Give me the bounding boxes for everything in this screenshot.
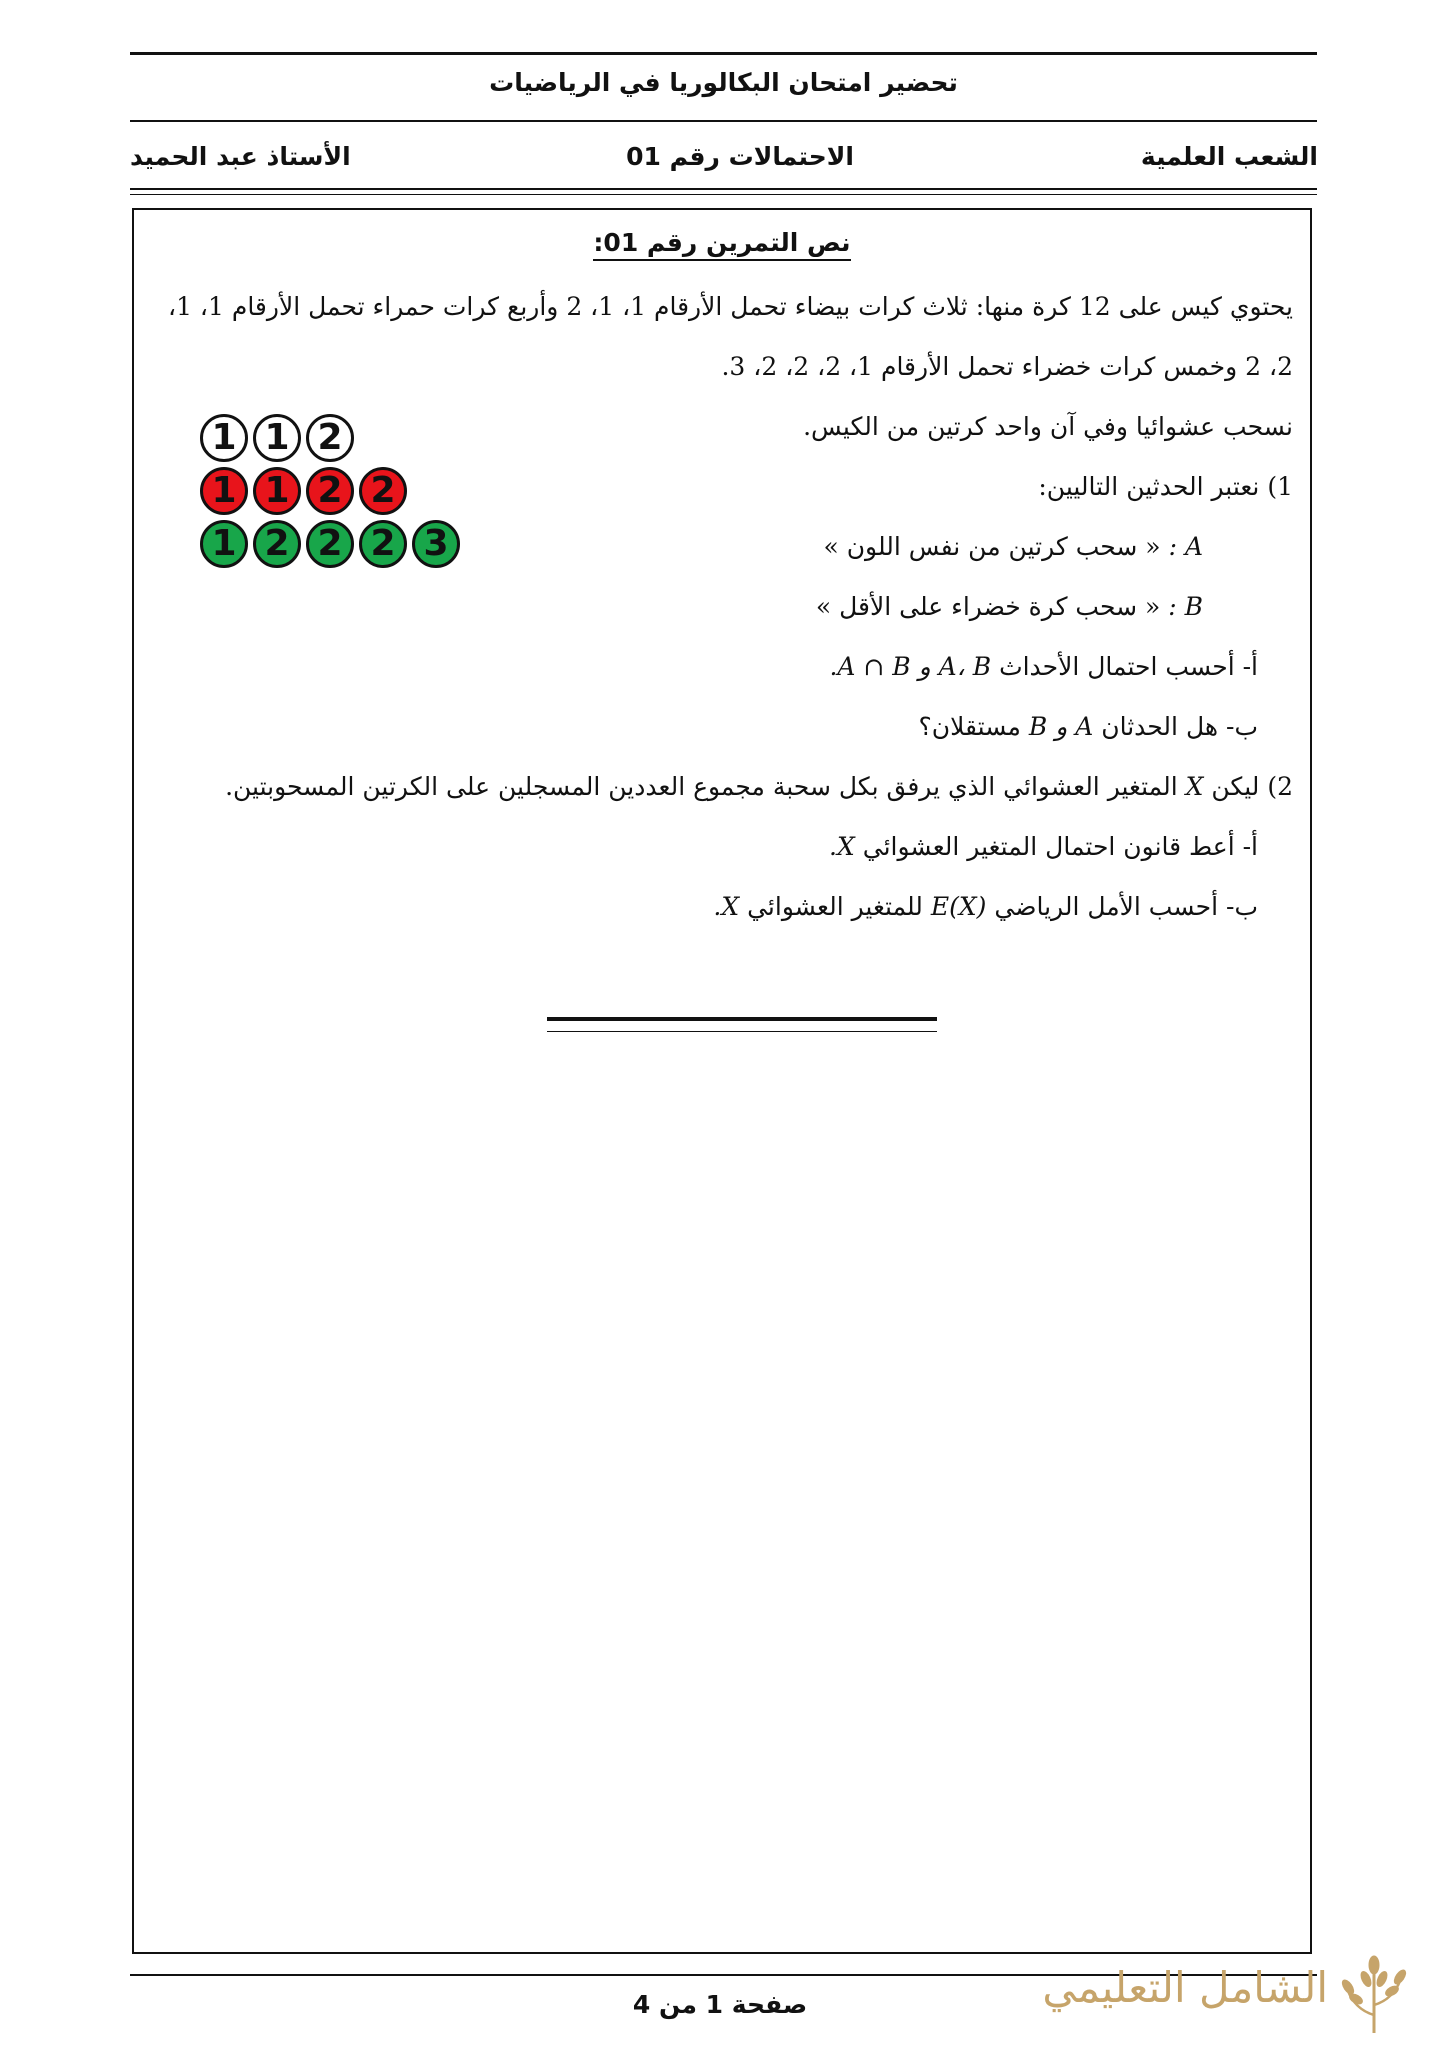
red-ball: 1 [200,467,248,515]
event-b-label: B : [1168,592,1203,621]
document-title: تحضير امتحان البكالوريا في الرياضيات [489,68,958,97]
header-topic: الاحتمالات رقم 01 [626,142,854,171]
balls-illustration [196,410,476,580]
white-ball: 1 [253,414,301,462]
event-a-label: A : [1168,532,1203,561]
intro-line-2: 2، 2 وخمس كرات خضراء تحمل الأرقام 1، 2، 2، 2، 3. [721,352,1293,381]
exercise-title-text: نص التمرين رقم 01: [593,228,850,261]
question-2b-var: X. [713,892,740,921]
question-1a-text: أ- أحسب احتمال الأحداث [999,652,1258,681]
question-1a-math: A، B و A ∩ B. [829,652,992,681]
question-1b-end: مستقلان؟ [918,712,1021,741]
title-rule [130,120,1317,122]
end-rule-thin [547,1031,937,1032]
question-2-var: X [1185,772,1204,801]
question-2a-var: X. [829,832,855,861]
header-stream: الشعب العلمية [1140,142,1318,171]
white-ball: 2 [306,414,354,462]
header-rule-1 [130,188,1317,190]
top-rule [130,52,1317,55]
green-ball: 2 [359,520,407,568]
draw-text: نسحب عشوائيا وفي آن واحد كرتين من الكيس. [803,412,1293,441]
header-teacher: الأستاذ عبد الحميد [130,142,351,171]
red-ball: 2 [306,467,354,515]
event-a-text: « سحب كرتين من نفس اللون » [823,532,1161,561]
question-2b [713,892,1258,921]
event-a [823,532,1203,561]
green-ball: 2 [306,520,354,568]
green-ball: 2 [253,520,301,568]
red-ball: 2 [359,467,407,515]
question-2b-end: للمتغير العشوائي [747,892,923,921]
white-ball: 1 [200,414,248,462]
publisher-logo [1040,1955,1420,2035]
event-b-text: « سحب كرة خضراء على الأقل » [815,592,1161,621]
question-2a-text: أ- أعط قانون احتمال المتغير العشوائي [862,832,1258,861]
question-1a [829,652,1258,681]
green-ball: 1 [200,520,248,568]
question-2 [225,772,1293,801]
end-rule-thick [547,1017,937,1021]
question-1b-math: A و B [1028,712,1094,741]
page-number: صفحة 1 من 4 [632,1990,808,2019]
question-2b-math: E(X) [930,892,987,921]
question-1b [918,712,1258,741]
question-2b-text: ب- أحسب الأمل الرياضي [994,892,1258,921]
header-rule-2 [130,194,1317,195]
exercise-title [132,228,1312,257]
logo-text: الشامل التعليمي [1042,1963,1328,2012]
red-ball: 1 [253,467,301,515]
question-1b-text: ب- هل الحدثان [1101,712,1258,741]
wheat-icon [1334,1955,1414,2035]
intro-line-1: يحتوي كيس على 12 كرة منها: ثلاث كرات بيضاء تحمل الأرقام 1، 1، 2 وأربع كرات حمراء تحمل الأرقام 1، 1، [167,292,1293,321]
green-ball: 3 [412,520,460,568]
event-b [816,592,1203,621]
question-2-start: 2) ليكن [1211,772,1293,801]
question-2a [829,832,1258,861]
question-1: 1) نعتبر الحدثين التاليين: [1038,472,1293,501]
question-2-end: المتغير العشوائي الذي يرفق بكل سحبة مجموع العددين المسجلين على الكرتين المسحوبتين. [225,772,1178,801]
